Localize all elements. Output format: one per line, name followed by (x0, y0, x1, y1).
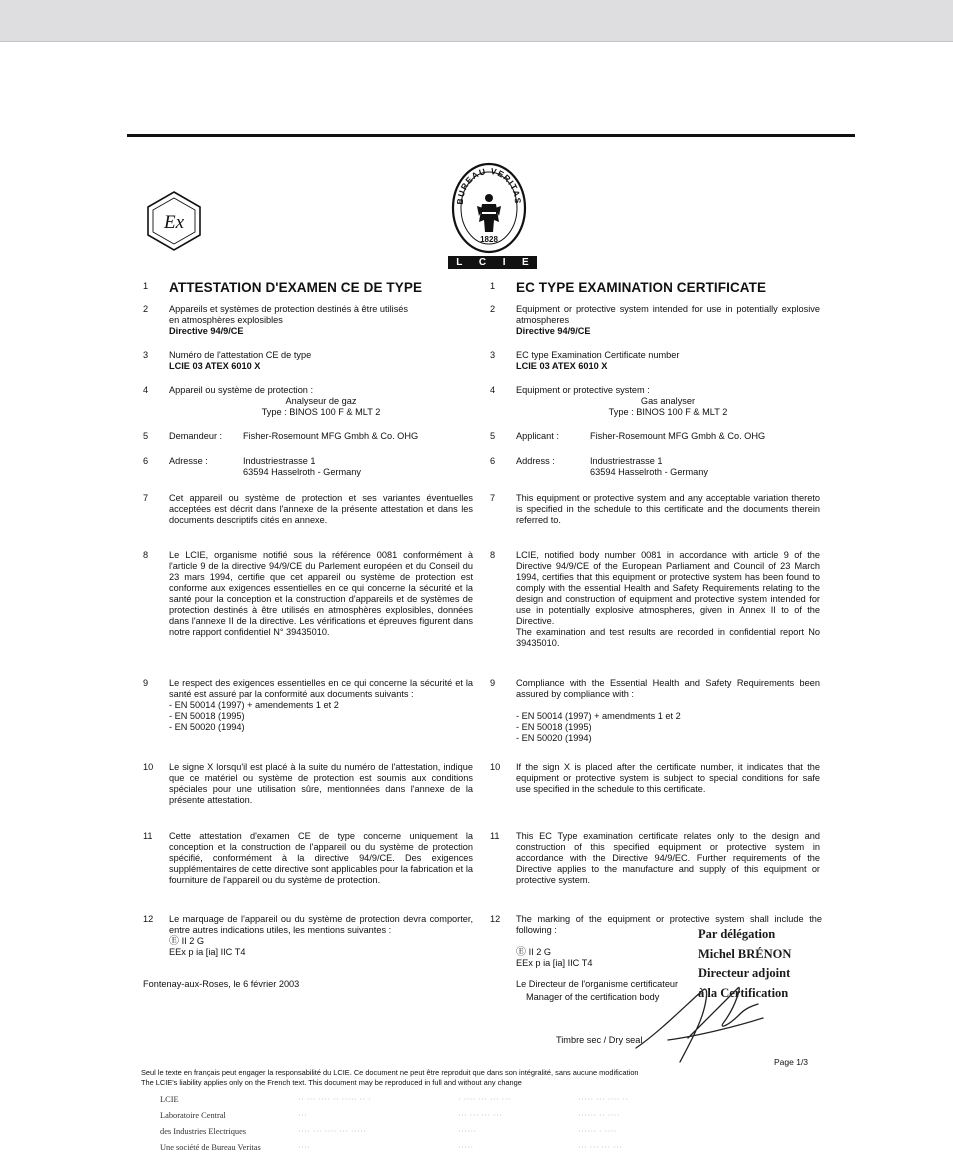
footer-org: LCIE (160, 1095, 179, 1104)
fr-s8-text: Le LCIE, organisme notifié sous la référence 0081 conformément à l'article 9 de la directive 94/9/CE du Parlement européen et du Conseil du 23 mars 1994, certifie que cet appareil ou système de protection est conforme aux exigences essentielles en ce qui concerne la sécurité et la santé pour la conception et la construction d'appareils et de systèmes de protection destinés à être utilisés en atmosphères explosibles, données dans l'annexe II de la directive. Les vérifications et épreuves figurent dans notre rapport confidentiel N° 39435010. (169, 550, 473, 637)
manager-en: Manager of the certification body (526, 992, 660, 1002)
stamp-line: Par délégation (698, 927, 776, 941)
footer-org: des Industries Electriques (160, 1127, 247, 1136)
fr-section-2 (143, 304, 473, 337)
bureau-veritas-seal-icon (449, 160, 529, 256)
footer-legal-en: The LCIE's liability applies only on the French text. This document may be reproduced in full and without any change (141, 1078, 522, 1087)
en-s5-label: Applicant : (516, 431, 559, 441)
en-s8-report: The examination and test results are recorded in confidential report No 39435010. (516, 627, 820, 648)
fr-s3-label: Numéro de l'attestation CE de type (169, 350, 312, 360)
section-number: 8 (490, 550, 496, 560)
fr-s11-text: Cette attestation d'examen CE de type concerne uniquement la conception et la construction de l'appareil ou du système de protection spécifié, conformément à la directive 94/9/CE. Des exigences supplémentaires de cette directive sont applicables pour la fabrication et la fourniture de l'appareil ou du système de protection. (169, 831, 473, 885)
en-s9-text: Compliance with the Essential Health and Safety Requirements been assured by compliance with : (516, 678, 820, 699)
section-number: 2 (143, 304, 149, 314)
section-number: 6 (143, 456, 149, 466)
header-rule (127, 134, 855, 137)
place-date: Fontenay-aux-Roses, le 6 février 2003 (143, 979, 300, 989)
fr-section-8 (143, 550, 473, 638)
section-number: 7 (143, 493, 149, 503)
stamp-line: Directeur adjoint (698, 966, 791, 980)
fr-section-7 (143, 493, 473, 526)
footer-faded-text: ······ (458, 1127, 477, 1136)
en-section-3 (490, 350, 820, 372)
lcie-bar (448, 256, 537, 269)
lcie-letter: I (502, 257, 506, 268)
en-s4-product: Gas analyser (640, 396, 696, 406)
footer-legal-fr: Seul le texte en français peut engager la responsabilité du LCIE. Ce document ne peut être reproduit que dans son intégralité, sans aucune modification (141, 1068, 639, 1077)
section-number: 9 (490, 678, 496, 688)
lcie-letter: L (456, 257, 463, 268)
footer-faded-text: ······ · ···· (578, 1127, 617, 1136)
en-s2-text: Equipment or protective system intended for use in potentially explosive atmospheres (516, 304, 820, 325)
footer-faded-text: ····· (458, 1143, 474, 1152)
en-section-7 (490, 493, 820, 526)
fr-title: ATTESTATION D'EXAMEN CE DE TYPE (169, 280, 423, 295)
section-number: 5 (143, 431, 149, 441)
section-number: 8 (143, 550, 149, 560)
section-number: 3 (490, 350, 496, 360)
footer-faded-text: ··· ··· ··· ··· (578, 1143, 623, 1152)
en-title: EC TYPE EXAMINATION CERTIFICATE (516, 280, 767, 295)
en-directive: Directive 94/9/CE (516, 326, 591, 336)
section-number: 2 (490, 304, 496, 314)
en-section-6 (490, 456, 820, 478)
ex-symbol-icon: Ⓔ (516, 947, 526, 958)
fr-s10-text: Le signe X lorsqu'il est placé à la suite du numéro de l'attestation, indique que ce matériel ou système de protection est soumis aux conditions spéciales pour une utilisation sûre, mentionnées dans l'annexe de la présente attestation. (169, 762, 473, 805)
section-number: 5 (490, 431, 496, 441)
section-number: 10 (143, 762, 154, 772)
director-fr: Le Directeur de l'organisme certificateur (516, 979, 679, 989)
ex-hexagon-icon (143, 190, 205, 252)
section-number: 11 (490, 831, 500, 841)
fr-applicant: Fisher-Rosemount MFG Gmbh & Co. OHG (243, 431, 419, 441)
fr-section-12 (143, 914, 473, 958)
section-number: 4 (143, 385, 149, 395)
en-s11-text: This EC Type examination certificate relates only to the design and construction of this specified equipment or protective system in accordance with the Directive 94/9/EC. Further requirements of the Directive applies to the manufacture and supply of this equipment or protective system. (516, 831, 820, 885)
en-standard: - EN 50020 (1994) (516, 733, 592, 743)
lcie-letter: C (478, 257, 487, 268)
section-number: 1 (143, 281, 149, 291)
en-section-9 (490, 678, 820, 744)
ex-mark-text: Ex (163, 212, 185, 233)
fr-s2-line: en atmosphères explosibles (169, 315, 283, 325)
lcie-letter: E (522, 257, 529, 268)
fr-section-3 (143, 350, 473, 372)
en-s7-text: This equipment or protective system and any acceptable variation thereto is specified in the schedule to this certificate and the documents therein referred to. (516, 493, 820, 525)
en-address-line: 63594 Hasselroth - Germany (590, 467, 708, 477)
section-number: 6 (490, 456, 496, 466)
en-section-1 (490, 280, 820, 296)
fr-s4-label: Appareil ou système de protection : (169, 385, 314, 395)
section-number: 9 (143, 678, 149, 688)
footer-org: Une société de Bureau Veritas (160, 1143, 261, 1152)
fr-s5-label: Demandeur : (169, 431, 223, 441)
en-s4-type: Type : BINOS 100 F & MLT 2 (608, 407, 728, 417)
en-s6-label: Address : (516, 456, 555, 466)
viewer-top-bar (0, 0, 953, 42)
fr-s2-line: Appareils et systèmes de protection destinés à être utilisés (169, 304, 408, 314)
section-number: 10 (490, 762, 501, 772)
en-section-4 (490, 385, 820, 418)
en-s3-label: EC type Examination Certificate number (516, 350, 680, 360)
fr-marking-code: EEx p ia [ia] IIC T4 (169, 947, 246, 957)
fr-s9-text: Le respect des exigences essentielles en ce qui concerne la sécurité et la santé est assuré par la conformité aux documents suivants : (169, 678, 473, 699)
fr-section-4 (143, 385, 473, 418)
fr-standard: - EN 50014 (1997) + amendements 1 et 2 (169, 700, 339, 710)
footer-faded-text: ···· (298, 1143, 311, 1152)
en-s4-label: Equipment or protective system : (516, 385, 650, 395)
footer-faded-text: ······ ·· ···· (578, 1111, 620, 1120)
handwritten-signature (628, 978, 768, 1063)
en-s8-text: LCIE, notified body number 0081 in accordance with article 9 of the Directive 94/9/CE of the European Parliament and Council of 23 March 1994, certifies that this equipment or protective system has been found to comply with the essential Health and Safety Requirements relating to the design and construction of equipment and protective system intended for use in potentially explosive atmospheres, given in Annex II to of the Directive. (516, 550, 820, 626)
en-section-8 (490, 550, 820, 649)
fr-address-line: 63594 Hasselroth - Germany (243, 467, 361, 477)
fr-s12-text: Le marquage de l'appareil ou du système de protection devra comporter, entre autres indications utiles, les mentions suivantes : (169, 914, 473, 935)
section-number: 4 (490, 385, 496, 395)
fr-s4-type: Type : BINOS 100 F & MLT 2 (261, 407, 381, 417)
section-number: 11 (143, 831, 153, 841)
section-number: 12 (490, 914, 501, 924)
fr-address-line: Industriestrasse 1 (243, 456, 316, 466)
fr-s6-label: Adresse : (169, 456, 208, 466)
en-section-5 (490, 431, 820, 442)
fr-s7-text: Cet appareil ou système de protection et ses variantes éventuelles acceptées est décrit dans l'annexe de la présente attestation et dans les documents descriptifs cités en annexe. (169, 493, 473, 525)
section-number: 1 (490, 281, 496, 291)
fr-standard: - EN 50018 (1995) (169, 711, 245, 721)
fr-directive: Directive 94/9/CE (169, 326, 244, 336)
footer-org: Laboratoire Central (160, 1111, 226, 1120)
en-certificate-number: LCIE 03 ATEX 6010 X (516, 361, 608, 371)
fr-certificate-number: LCIE 03 ATEX 6010 X (169, 361, 261, 371)
section-number: 7 (490, 493, 496, 503)
en-standard: - EN 50014 (1997) + amendments 1 et 2 (516, 711, 681, 721)
fr-section-9 (143, 678, 473, 733)
footer-faded-text: ··· ··· ··· ··· (458, 1111, 503, 1120)
fr-marking-group: II 2 G (181, 936, 205, 946)
stamp-line: à la Certification (698, 985, 789, 1000)
en-section-2 (490, 304, 820, 337)
en-section-11 (490, 831, 820, 886)
en-applicant: Fisher-Rosemount MFG Gmbh & Co. OHG (590, 431, 766, 441)
footer-faded-text: ·· ··· ···· ·· ····· ·· · (298, 1095, 372, 1104)
footer-faded-text: ····· ··· ···· ·· (578, 1095, 629, 1104)
ex-symbol-icon: Ⓔ (169, 936, 179, 947)
en-address-line: Industriestrasse 1 (590, 456, 663, 466)
fr-section-10 (143, 762, 473, 806)
dry-seal-label: Timbre sec / Dry seal (556, 1035, 643, 1045)
fr-s4-product: Analyseur de gaz (285, 396, 357, 406)
section-number: 3 (143, 350, 149, 360)
fr-standard: - EN 50020 (1994) (169, 722, 245, 732)
stamp-line: Michel BRÉNON (698, 946, 792, 961)
section-number: 12 (143, 914, 154, 924)
en-standard: - EN 50018 (1995) (516, 722, 592, 732)
page-number: Page 1/3 (774, 1057, 809, 1067)
en-marking-group: II 2 G (528, 947, 552, 957)
en-section-10 (490, 762, 820, 795)
en-marking-code: EEx p ia [ia] IIC T4 (516, 958, 593, 968)
fr-section-6 (143, 456, 473, 478)
seal-text: BUREAU VERITAS (454, 165, 524, 205)
en-s12-text: The marking of the equipment or protective system shall include the following : (516, 914, 822, 935)
footer-faded-text: ··· (298, 1111, 308, 1120)
footer-faded-text: ···· ··· ···· ··· ····· (298, 1127, 367, 1136)
fr-section-5 (143, 431, 473, 442)
seal-year: 1828 (480, 235, 498, 244)
fr-section-1 (143, 280, 473, 296)
footer-faded-text: · ···· ··· ··· ··· (458, 1095, 511, 1104)
fr-section-11 (143, 831, 473, 886)
en-s10-text: If the sign X is placed after the certificate number, it indicates that the equipment or protective system is subject to special conditions for safe use specified in the schedule to this certificate. (516, 762, 820, 794)
